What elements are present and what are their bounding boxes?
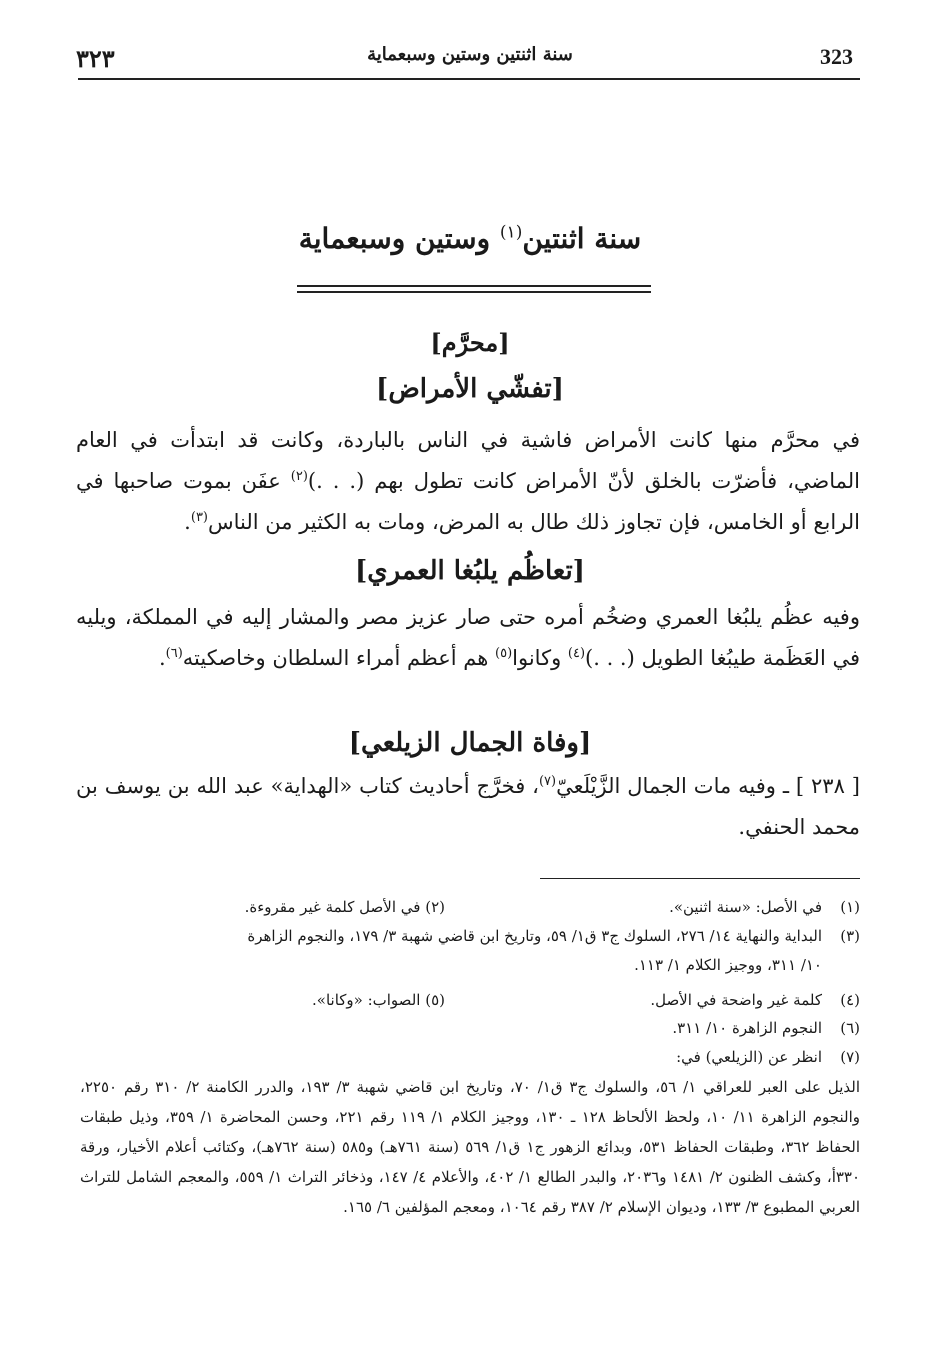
paragraph-text: [ ٢٣٨ ] ـ وفيه مات الجمال الزَّيْلَعيّ: [556, 774, 860, 798]
section-heading-yalbugha: [تعاظُم يلبُغا العمري]: [355, 556, 585, 586]
page-number-arabic: ٣٢٣: [76, 44, 115, 73]
footnote-text: البداية والنهاية ١٤/ ٢٧٦، السلوك ج٣ ق١/ ٥٩، وتاريخ ابن قاضي شهبة ٣/ ١٧٩، والنجوم الزاهرة: [247, 927, 822, 945]
footnote-marker: (٧): [538, 774, 557, 789]
footnote-4: [650, 986, 860, 1015]
footnote-marker: (٦): [165, 646, 183, 661]
footnote-7-sources: الذيل على العبر للعراقي ١/ ٥٦، والسلوك ج٣ ق١/ ٧٠، وتاريخ ابن قاضي شهبة ٣/ ١٩٣، والدرر الكامنة ٢/ ٣١٠ رقم ٢٢٥٠، والنجوم الزاهرة ١١/ ١٠، ولحظ الألحاظ ١٢٨ ـ ١٣٠، ووجيز الكلام ١/ ١١٩ رقم ٢٢١، وحسن المحاضرة ١/ ٣٥٩، وذيل طبقات الحفاظ ٣٦٢، وطبقات الحفاظ ٥٣١، وبدائع الزهور ج١ ق١/ ٥٦٩ (سنة ٧٦١هـ) و٥٨٥ (سنة ٧٦٢هـ)، وكتائب أعلام الأخيار، ورقة ٣٣٠أ، وكشف الظنون ٢/ ١٤٨١ و٢٠٣٦، والبدر الطالع ١/ ٤٠٢، والأعلام ٤/ ١٤٧، وذخائر التراث ١/ ٥٥٩، والمعجم الشامل للتراث العربي المطبوع ٣/ ١٣٣، وديوان الإسلام ٢/ ٣٨٧ رقم ١٠٦٤، ومعجم المؤلفين ٦/ ١٦٥.: [80, 1078, 861, 1216]
title-footnote-marker: (١): [499, 222, 523, 243]
footnote-number: (١): [840, 898, 860, 916]
footnote-2: [245, 893, 445, 922]
footnote-marker: (٥): [495, 646, 513, 661]
title-text: سنة اثنتين: [522, 222, 642, 255]
month-heading: [محرَّم]: [430, 328, 510, 357]
footnote-marker: (٣): [190, 510, 208, 525]
title-rule-top: [297, 285, 651, 287]
footnote-marker: (٤): [567, 646, 586, 661]
footnote-text: انظر عن (الزيلعي) في:: [676, 1048, 822, 1066]
paragraph-text: وفيه عظُم يلبُغا العمري وضخُم أمره حتى صار عزيز مصر والمشار إليه في المملكة، ويليه في العَظَمة طيبُغا الطويل (. . .): [76, 605, 860, 670]
footnote-number: (٥): [425, 991, 445, 1009]
footnote-6: [672, 1014, 860, 1043]
footnote-7: [676, 1043, 860, 1072]
footnote-text-continued: ١٠/ ٣١١، ووجيز الكلام ١/ ١١٣.: [634, 956, 822, 974]
paragraph-text: هم أعظم أمراء السلطان وخاصكيته: [182, 646, 495, 670]
section-heading-zaylai: [وفاة الجمال الزيلعي]: [348, 728, 592, 758]
section-heading-diseases: [تفشّي الأمراض]: [376, 374, 564, 404]
chapter-title: [200, 222, 740, 255]
footnote-rule: [540, 878, 860, 879]
header-rule: [78, 78, 860, 80]
paragraph-diseases: [76, 420, 860, 543]
title-rule-bottom: [297, 291, 651, 293]
paragraph-text: ، فخرَّج أحاديث كتاب «الهداية» عبد الله بن يوسف بن محمد الحنفي.: [76, 774, 860, 839]
footnote-3: [90, 922, 860, 980]
footnote-number: (٣): [840, 927, 860, 945]
paragraph-text: .: [158, 646, 166, 670]
footnote-number: (٢): [425, 898, 445, 916]
running-title: سنة اثنتين وستين وسبعماية: [367, 44, 573, 65]
paragraph-text: وكانوا: [512, 646, 568, 670]
footnote-1: [669, 893, 860, 922]
footnote-number: (٤): [840, 991, 860, 1009]
page-number-latin: 323: [820, 44, 853, 69]
paragraph-text: .: [184, 510, 191, 534]
footnote-marker: (٢): [290, 469, 308, 484]
footnote-text: الصواب: «وكانا».: [312, 991, 421, 1009]
footnote-number: (٦): [840, 1019, 860, 1037]
footnote-number: (٧): [840, 1048, 860, 1066]
title-text-2: وستين وسبعماية: [298, 222, 491, 255]
paragraph-text: عفَن بموت صاحبها في الرابع أو الخامس، فإن تجاوز ذلك طال به المرض، ومات به الكثير من الناس: [76, 469, 860, 534]
paragraph-text: في محرَّم منها كانت الأمراض فاشية في الناس بالباردة، وكانت قد ابتدأت في العام الماضي، فأضرّت بالخلق لأنّ الأمراض كانت تطول بهم (. . .): [76, 428, 860, 493]
paragraph-yalbugha: [76, 597, 860, 679]
footnote-text: كلمة غير واضحة في الأصل.: [650, 991, 822, 1009]
footnote-text: النجوم الزاهرة ١٠/ ٣١١.: [672, 1019, 822, 1037]
footnote-text: في الأصل: «سنة اثنين».: [669, 898, 822, 916]
footnote-text: في الأصل كلمة غير مقروءة.: [244, 898, 421, 916]
footnote-5: [312, 986, 445, 1015]
paragraph-zaylai: [76, 766, 860, 848]
